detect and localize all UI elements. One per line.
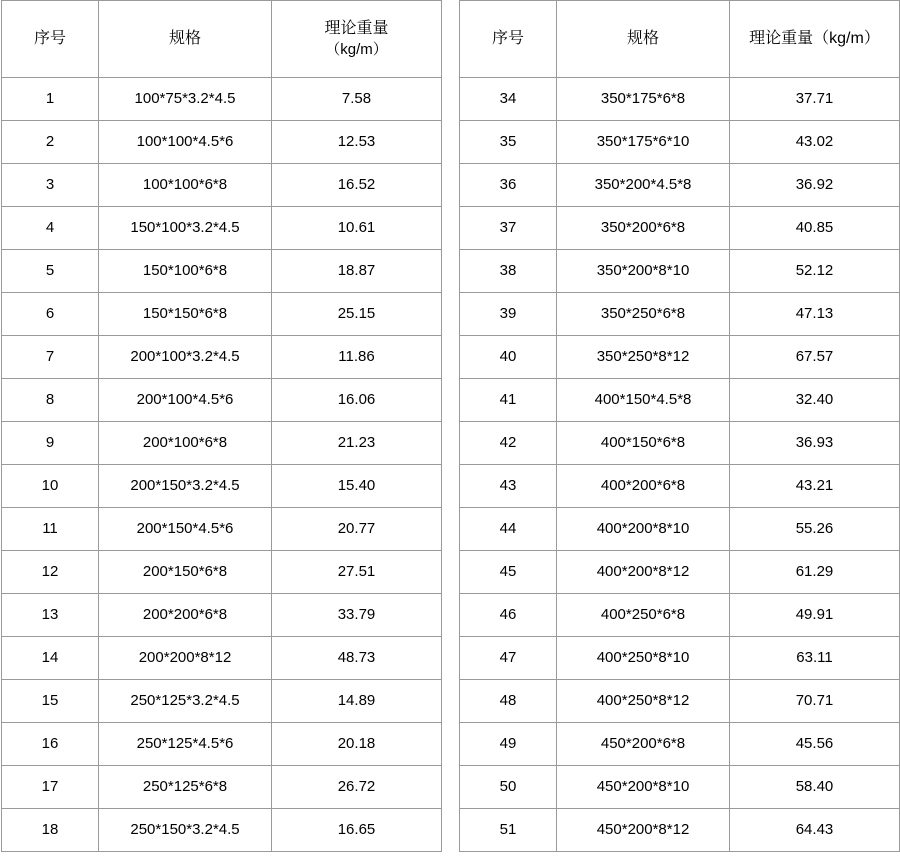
cell-seq-left: 13 [2,594,99,637]
table-row [2,293,900,336]
cell-spec-right: 350*250*6*8 [557,293,730,336]
cell-seq-right: 36 [460,164,557,207]
header-row [2,1,900,78]
cell-seq-right: 51 [460,809,557,852]
cell-spec-left: 250*125*4.5*6 [99,723,272,766]
cell-weight-right: 70.71 [730,680,900,723]
cell-seq-left: 17 [2,766,99,809]
table-row [2,809,900,852]
header-weight-left [272,1,442,78]
cell-spec-left: 150*150*6*8 [99,293,272,336]
cell-seq-right: 50 [460,766,557,809]
cell-seq-right: 47 [460,637,557,680]
cell-spec-right: 400*200*8*12 [557,551,730,594]
cell-weight-right: 36.92 [730,164,900,207]
cell-spec-right: 350*175*6*8 [557,78,730,121]
table-row [2,336,900,379]
cell-seq-left: 2 [2,121,99,164]
cell-weight-left: 48.73 [272,637,442,680]
cell-weight-right: 52.12 [730,250,900,293]
cell-seq-right: 37 [460,207,557,250]
column-gap [442,336,460,379]
cell-weight-left: 12.53 [272,121,442,164]
cell-weight-left: 26.72 [272,766,442,809]
cell-spec-left: 100*100*6*8 [99,164,272,207]
column-gap [442,250,460,293]
cell-weight-right: 47.13 [730,293,900,336]
column-gap [442,422,460,465]
cell-weight-left: 20.18 [272,723,442,766]
cell-spec-right: 400*150*6*8 [557,422,730,465]
cell-seq-left: 6 [2,293,99,336]
cell-weight-right: 61.29 [730,551,900,594]
cell-weight-left: 20.77 [272,508,442,551]
cell-weight-left: 10.61 [272,207,442,250]
cell-weight-right: 32.40 [730,379,900,422]
table-row [2,250,900,293]
cell-weight-left: 16.52 [272,164,442,207]
cell-seq-right: 44 [460,508,557,551]
cell-seq-right: 48 [460,680,557,723]
cell-seq-left: 12 [2,551,99,594]
column-gap [442,594,460,637]
cell-spec-right: 400*150*4.5*8 [557,379,730,422]
cell-seq-right: 42 [460,422,557,465]
cell-seq-left: 9 [2,422,99,465]
column-gap [442,379,460,422]
theoretical-weight-table [1,0,900,852]
cell-weight-right: 63.11 [730,637,900,680]
cell-weight-right: 43.02 [730,121,900,164]
cell-seq-left: 7 [2,336,99,379]
cell-spec-left: 100*100*4.5*6 [99,121,272,164]
cell-weight-right: 36.93 [730,422,900,465]
cell-spec-right: 400*250*8*10 [557,637,730,680]
header-spec-left: 规格 [99,1,272,78]
cell-spec-left: 200*150*4.5*6 [99,508,272,551]
cell-spec-left: 200*100*3.2*4.5 [99,336,272,379]
cell-spec-right: 400*250*6*8 [557,594,730,637]
cell-spec-right: 400*200*8*10 [557,508,730,551]
cell-spec-left: 250*125*3.2*4.5 [99,680,272,723]
header-weight-left-line2: （kg/m） [325,40,388,58]
cell-weight-right: 64.43 [730,809,900,852]
cell-spec-left: 250*125*6*8 [99,766,272,809]
table-row [2,78,900,121]
table-row [2,465,900,508]
cell-seq-left: 4 [2,207,99,250]
cell-weight-right: 49.91 [730,594,900,637]
column-gap [442,680,460,723]
cell-spec-right: 450*200*8*10 [557,766,730,809]
cell-weight-right: 58.40 [730,766,900,809]
table-row [2,766,900,809]
cell-weight-left: 16.65 [272,809,442,852]
cell-seq-right: 46 [460,594,557,637]
cell-weight-left: 16.06 [272,379,442,422]
cell-weight-left: 15.40 [272,465,442,508]
cell-seq-left: 8 [2,379,99,422]
column-gap [442,766,460,809]
cell-seq-left: 16 [2,723,99,766]
cell-weight-left: 14.89 [272,680,442,723]
cell-spec-right: 400*200*6*8 [557,465,730,508]
column-gap [442,465,460,508]
table-row [2,164,900,207]
table-row [2,422,900,465]
table-row [2,594,900,637]
cell-weight-right: 37.71 [730,78,900,121]
cell-weight-right: 55.26 [730,508,900,551]
cell-weight-left: 27.51 [272,551,442,594]
column-gap [442,78,460,121]
column-gap [442,1,460,78]
cell-seq-left: 10 [2,465,99,508]
cell-seq-right: 41 [460,379,557,422]
table-row [2,637,900,680]
cell-spec-left: 200*100*6*8 [99,422,272,465]
column-gap [442,551,460,594]
cell-weight-left: 25.15 [272,293,442,336]
header-spec-right: 规格 [557,1,730,78]
cell-seq-right: 34 [460,78,557,121]
cell-spec-right: 350*175*6*10 [557,121,730,164]
cell-weight-left: 11.86 [272,336,442,379]
cell-seq-right: 38 [460,250,557,293]
header-weight-left-line1: 理论重量 [324,20,389,38]
cell-spec-left: 200*150*6*8 [99,551,272,594]
table-row [2,379,900,422]
cell-seq-left: 18 [2,809,99,852]
cell-seq-left: 14 [2,637,99,680]
cell-seq-right: 40 [460,336,557,379]
cell-seq-right: 39 [460,293,557,336]
cell-seq-left: 5 [2,250,99,293]
cell-spec-left: 150*100*3.2*4.5 [99,207,272,250]
header-seq-right: 序号 [460,1,557,78]
cell-spec-left: 150*100*6*8 [99,250,272,293]
header-weight-right: 理论重量（kg/m） [730,1,900,78]
cell-seq-left: 3 [2,164,99,207]
table-row [2,508,900,551]
table-row [2,121,900,164]
cell-spec-right: 350*200*6*8 [557,207,730,250]
column-gap [442,637,460,680]
table-body [2,78,900,852]
cell-spec-right: 450*200*6*8 [557,723,730,766]
cell-weight-left: 7.58 [272,78,442,121]
cell-spec-right: 350*250*8*12 [557,336,730,379]
cell-spec-right: 350*200*8*10 [557,250,730,293]
column-gap [442,809,460,852]
table-row [2,723,900,766]
table-row [2,207,900,250]
column-gap [442,207,460,250]
cell-weight-left: 33.79 [272,594,442,637]
table-header [2,1,900,78]
table-row [2,551,900,594]
header-seq-left: 序号 [2,1,99,78]
cell-spec-right: 450*200*8*12 [557,809,730,852]
cell-seq-left: 15 [2,680,99,723]
cell-seq-right: 35 [460,121,557,164]
cell-seq-right: 43 [460,465,557,508]
cell-spec-left: 200*150*3.2*4.5 [99,465,272,508]
cell-spec-right: 400*250*8*12 [557,680,730,723]
column-gap [442,723,460,766]
cell-seq-left: 1 [2,78,99,121]
cell-weight-right: 45.56 [730,723,900,766]
cell-spec-left: 200*200*6*8 [99,594,272,637]
cell-weight-left: 18.87 [272,250,442,293]
cell-spec-left: 250*150*3.2*4.5 [99,809,272,852]
cell-weight-left: 21.23 [272,422,442,465]
cell-seq-left: 11 [2,508,99,551]
cell-weight-right: 40.85 [730,207,900,250]
cell-weight-right: 43.21 [730,465,900,508]
cell-seq-right: 45 [460,551,557,594]
column-gap [442,293,460,336]
cell-weight-right: 67.57 [730,336,900,379]
column-gap [442,121,460,164]
cell-seq-right: 49 [460,723,557,766]
column-gap [442,164,460,207]
column-gap [442,508,460,551]
table-row [2,680,900,723]
cell-spec-left: 200*100*4.5*6 [99,379,272,422]
cell-spec-left: 200*200*8*12 [99,637,272,680]
cell-spec-right: 350*200*4.5*8 [557,164,730,207]
cell-spec-left: 100*75*3.2*4.5 [99,78,272,121]
